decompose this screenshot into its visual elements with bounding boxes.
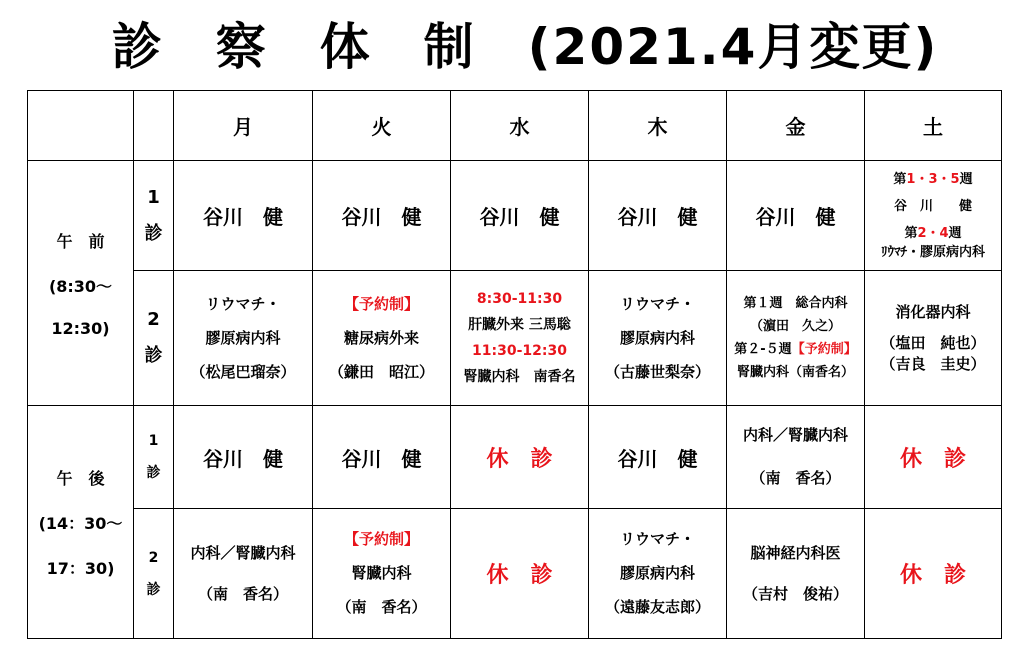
shin-number: 2	[148, 549, 159, 566]
title-date: (2021.4月変更)	[527, 18, 939, 76]
shin-pm-1	[134, 406, 174, 509]
shin-number: 1	[148, 433, 159, 449]
cell-pm1-thu: 谷川 健	[589, 406, 727, 509]
shin-kanji: 診	[146, 465, 161, 481]
cell-am2-sat: 消化器内科 （塩田 純也） （吉良 圭史）	[865, 271, 1002, 406]
session-am-time-end: 12:30)	[51, 318, 110, 338]
row-am-1	[28, 161, 1002, 271]
day-header-fri: 金	[727, 91, 865, 161]
day-header-sat: 土	[865, 91, 1002, 161]
schedule-table	[27, 90, 1002, 639]
cell-am2-mon: リウマチ・ 膠原病内科 （松尾巴瑠奈）	[174, 271, 313, 406]
cell-am1-sat	[865, 161, 1002, 271]
shin-am-1	[134, 161, 174, 271]
session-pm-label: 午 後	[56, 468, 105, 488]
session-pm	[28, 406, 134, 639]
cell-am2-thu: リウマチ・ 膠原病内科 （古藤世梨奈）	[589, 271, 727, 406]
cell-pm1-fri: 内科／腎臓内科 （南 香名）	[727, 406, 865, 509]
cell-pm2-thu: リウマチ・ 膠原病内科 （遠藤友志郎）	[589, 509, 727, 639]
day-header-mon: 月	[174, 91, 313, 161]
session-pm-time-start: (14：30〜	[38, 513, 123, 533]
header-row	[28, 91, 1002, 161]
corner-cell	[134, 91, 174, 161]
session-pm-time-end: 17：30)	[46, 558, 115, 578]
corner-cell	[28, 91, 134, 161]
session-am-label: 午 前	[56, 231, 105, 251]
shin-number: 1	[147, 186, 160, 208]
shin-kanji: 診	[144, 222, 163, 244]
cell-pm2-sat: 休 診	[865, 509, 1002, 639]
row-pm-2	[28, 509, 1002, 639]
cell-am1-mon: 谷川 健	[174, 161, 313, 271]
cell-pm2-tue: 【予約制】 腎臓内科 （南 香名）	[313, 509, 451, 639]
shin-kanji: 診	[146, 581, 161, 598]
cell-pm1-mon: 谷川 健	[174, 406, 313, 509]
page-title	[0, 12, 1024, 82]
cell-am2-wed: 8:30-11:30 肝臓外来 三馬聡 11:30-12:30 腎臓内科 南香名	[451, 271, 589, 406]
cell-am1-tue: 谷川 健	[313, 161, 451, 271]
title-char: 体	[319, 18, 372, 76]
cell-pm1-wed: 休 診	[451, 406, 589, 509]
day-header-wed: 水	[451, 91, 589, 161]
cell-am2-tue: 【予約制】 糖尿病外来 （鎌田 昭江）	[313, 271, 451, 406]
cell-am1-fri: 谷川 健	[727, 161, 865, 271]
shin-number: 2	[147, 309, 160, 330]
title-char: 制	[423, 18, 476, 76]
shin-kanji: 診	[144, 345, 163, 366]
cell-pm1-sat: 休 診	[865, 406, 1002, 509]
cell-am1-wed: 谷川 健	[451, 161, 589, 271]
sat-week-odd: 第1・3・5週	[893, 171, 973, 187]
cell-am1-thu: 谷川 健	[589, 161, 727, 271]
cell-pm1-tue: 谷川 健	[313, 406, 451, 509]
title-char: 診	[111, 18, 164, 76]
shin-am-2	[134, 271, 174, 406]
row-pm-1	[28, 406, 1002, 509]
sat-week-even: 第2・4週	[904, 225, 962, 241]
day-header-thu: 木	[589, 91, 727, 161]
day-header-tue: 火	[313, 91, 451, 161]
row-am-2	[28, 271, 1002, 406]
cell-pm2-wed: 休 診	[451, 509, 589, 639]
cell-am2-fri: 第１週 総合内科 （濵田 久之） 第２-５週【予約制】 腎臓内科（南香名）	[727, 271, 865, 406]
sat-dept-1: ﾘｳﾏﾁ・膠原病内科	[880, 244, 985, 260]
shin-pm-2	[134, 509, 174, 639]
sat-doctor-1: 谷 川 健	[893, 198, 972, 214]
title-char: 察	[215, 18, 268, 76]
session-am	[28, 161, 134, 406]
cell-pm2-fri: 脳神経内科医 （吉村 俊祐）	[727, 509, 865, 639]
session-am-time-start: (8:30〜	[48, 276, 113, 296]
cell-pm2-mon: 内科／腎臓内科 （南 香名）	[174, 509, 313, 639]
